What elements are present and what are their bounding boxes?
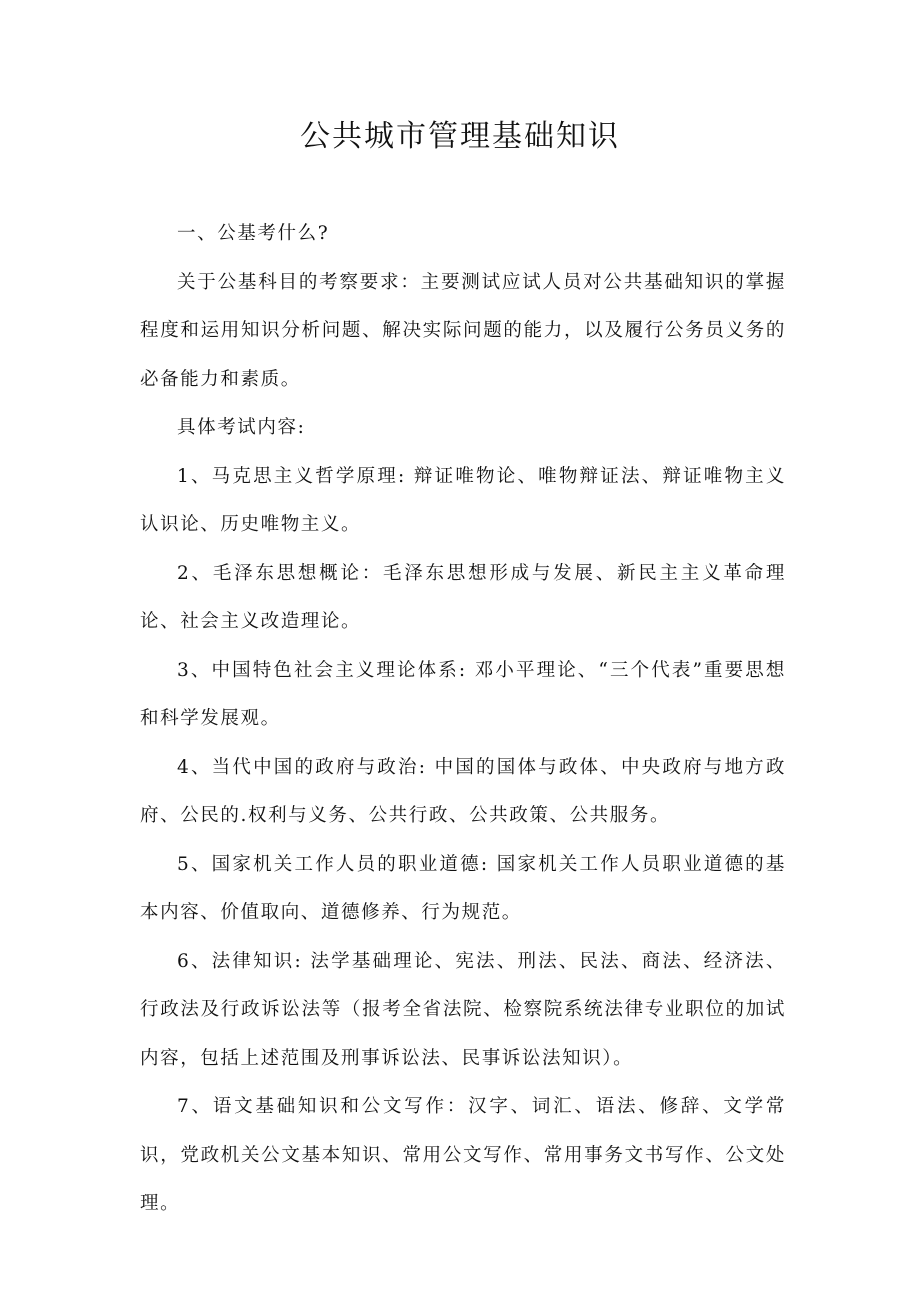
list-item-6: 6、法律知识: 法学基础理论、宪法、刑法、民法、商法、经济法、行政法及行政诉讼法等（报考全省法院、检察院系统法律专业职位的加试内容，包括上述范围及刑事诉讼法、民事诉讼法知识）。 [140, 950, 786, 1069]
list-item-3: 3、中国特色社会主义理论体系: 邓小平理论、“三个代表”重要思想和科学发展观。 [140, 659, 786, 729]
list-item-1: 1、马克思主义哲学原理: 辩证唯物论、唯物辩证法、辩证唯物主义认识论、历史唯物主义。 [140, 465, 786, 535]
list-item-5: 5、国家机关工作人员的职业道德: 国家机关工作人员职业道德的基本内容、价值取向、道德修养、行为规范。 [140, 853, 786, 923]
paragraph-requirements: 关于公基科目的考察要求：主要测试应试人员对公共基础知识的掌握程度和运用知识分析问题、解决实际问题的能力，以及履行公务员义务的必备能力和素质。 [140, 271, 786, 390]
section-heading: 一、公基考什么? [177, 223, 330, 244]
list-item-7: 7、语文基础知识和公文写作：汉字、词汇、语法、修辞、文学常识，党政机关公文基本知识、常用公文写作、常用事务文书写作、公文处理。 [140, 1096, 786, 1214]
list-item-2: 2、毛泽东思想概论：毛泽东思想形成与发展、新民主主义革命理论、社会主义改造理论。 [140, 562, 786, 632]
document-body [140, 210, 786, 1229]
paragraph-content-heading: 具体考试内容: [177, 417, 306, 438]
list-item-4: 4、当代中国的政府与政治: 中国的国体与政体、中央政府与地方政府、公民的.权利与义务、公共行政、公共政策、公共服务。 [140, 756, 786, 826]
document-title: 公共城市管理基础知识 [300, 119, 620, 154]
